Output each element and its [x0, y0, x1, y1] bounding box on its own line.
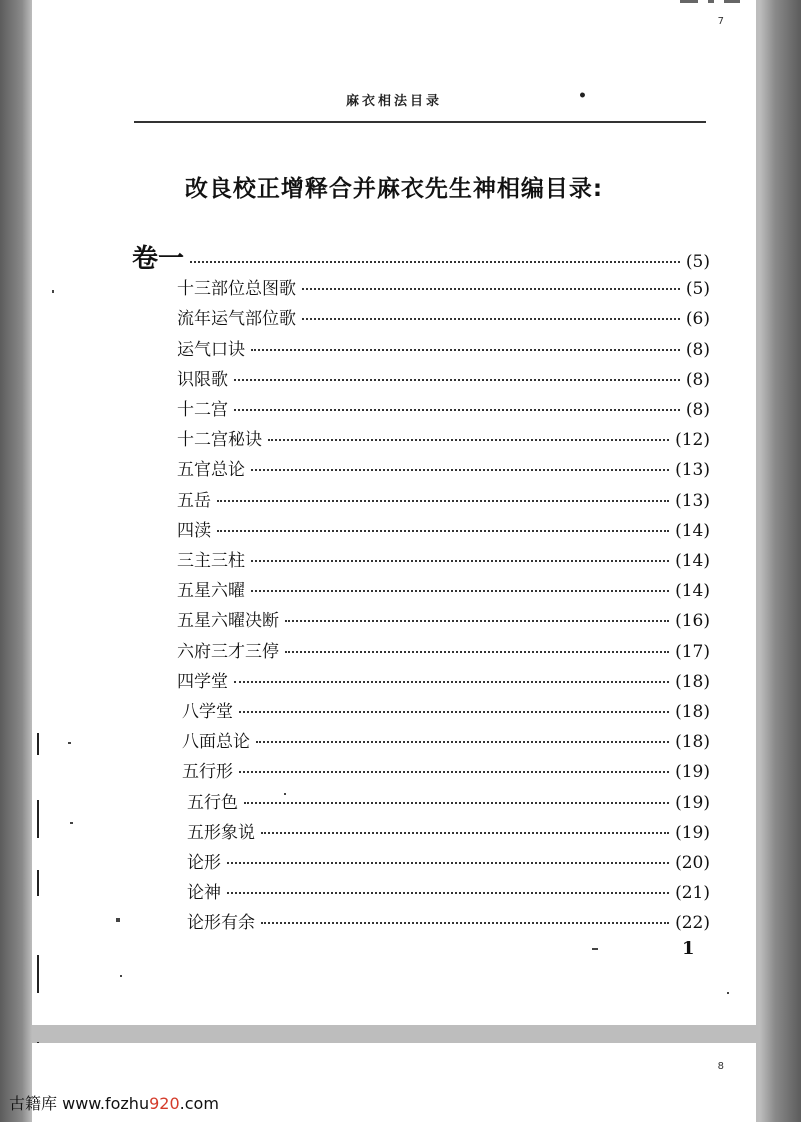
- toc-entry-page: (19): [675, 762, 710, 783]
- toc-entry: [177, 365, 710, 390]
- toc-entry-label: 五官总论: [177, 460, 245, 481]
- toc-dot-leader: [261, 832, 669, 834]
- toc-dot-leader: [234, 681, 669, 683]
- toc-dot-leader: [251, 590, 669, 592]
- toc-entry-label: 十二宫: [177, 400, 228, 420]
- folio-number: 1: [682, 938, 695, 959]
- table-of-contents: [32, 0, 756, 1025]
- toc-entry-page: (18): [675, 732, 710, 753]
- toc-volume-row: [132, 238, 710, 275]
- toc-entry: [187, 788, 710, 813]
- toc-entry-label: 三主三柱: [177, 551, 245, 571]
- toc-entry-page: (14): [675, 520, 710, 541]
- toc-entry-page: (18): [675, 671, 710, 692]
- toc-entry-page: (14): [675, 551, 710, 571]
- toc-entry-label: 五星六曜: [177, 581, 245, 602]
- toc-entry: [177, 395, 710, 420]
- toc-entry-label: 卷一: [132, 244, 185, 274]
- site-watermark: [9, 1091, 219, 1114]
- toc-entry-page: (22): [675, 913, 710, 934]
- toc-dot-leader: [302, 318, 680, 320]
- toc-dot-leader: [256, 741, 669, 743]
- toc-entry-page: (5): [685, 279, 710, 300]
- watermark-url-prefix: www.fozhu: [62, 1094, 150, 1113]
- document-page: [32, 0, 756, 1025]
- toc-dot-leader: [239, 771, 669, 773]
- scan-edge-mark: [37, 870, 39, 896]
- toc-entry-label: 识限歌: [177, 369, 228, 390]
- toc-entry-label: 论形有余: [187, 913, 255, 934]
- toc-entry-label: 八学堂: [182, 702, 233, 722]
- toc-entry-page: (5): [685, 252, 710, 272]
- toc-entry-page: (17): [675, 641, 710, 662]
- page-title: 改良校正增释合并麻衣先生神相编目录:: [184, 176, 604, 202]
- toc-entry-label: 论神: [187, 883, 221, 904]
- toc-entry: [187, 908, 710, 933]
- toc-entry-page: (19): [675, 792, 710, 813]
- toc-dot-leader: [251, 469, 669, 471]
- toc-entry: [177, 486, 710, 511]
- toc-entry-label: 五岳: [177, 490, 211, 511]
- toc-entry-label: 流年运气部位歌: [177, 309, 296, 330]
- toc-entry: [187, 848, 710, 873]
- toc-dot-leader: [261, 922, 669, 924]
- toc-entry-label: 五形象说: [187, 822, 255, 843]
- toc-entry-page: (14): [675, 581, 710, 602]
- toc-entry: [177, 606, 710, 631]
- toc-dot-leader: [227, 862, 669, 864]
- toc-dot-leader: [302, 288, 680, 290]
- running-head-text: 麻衣相法目录: [345, 94, 442, 109]
- toc-dot-leader: [217, 500, 669, 502]
- toc-entry-label: 运气口诀: [177, 339, 245, 360]
- toc-entry: [177, 667, 710, 692]
- toc-dot-leader: [239, 711, 669, 713]
- toc-entry-page: (13): [675, 490, 710, 511]
- toc-entry-label: 四渎: [177, 520, 211, 541]
- watermark-url-suffix: .com: [179, 1094, 219, 1113]
- toc-dot-leader: [234, 379, 680, 381]
- toc-entry-page: (8): [685, 369, 710, 390]
- toc-dot-leader: [234, 409, 680, 411]
- toc-entry-label: 六府三才三停: [177, 641, 279, 662]
- toc-dot-leader: [251, 560, 669, 562]
- toc-entry-page: (12): [675, 430, 710, 451]
- toc-dot-leader: [217, 530, 669, 532]
- toc-entry-label: 十二宫秘诀: [177, 430, 262, 451]
- toc-entry-page: (18): [675, 702, 710, 722]
- watermark-brand: 古籍库: [9, 1094, 58, 1113]
- toc-entry-page: (16): [675, 611, 710, 632]
- toc-entry: [177, 516, 710, 541]
- toc-entry-page: (6): [685, 309, 710, 330]
- toc-entry: [177, 425, 710, 450]
- toc-dot-leader: [227, 892, 669, 894]
- toc-entry-label: 论形: [187, 853, 221, 873]
- toc-entry-label: 八面总论: [182, 732, 250, 753]
- toc-entry: [177, 576, 710, 601]
- toc-entry: [177, 546, 710, 571]
- viewer-page-number: 7: [717, 16, 724, 27]
- toc-entry: [177, 335, 710, 360]
- toc-entry: [177, 274, 710, 299]
- toc-entry: [177, 455, 710, 480]
- toc-entry-label: 五行形: [182, 762, 233, 783]
- scan-edge-mark: [37, 800, 39, 838]
- running-head-bullet: •: [578, 88, 590, 104]
- toc-entry-label: 五星六曜决断: [177, 611, 279, 632]
- toc-entry: [187, 818, 710, 843]
- toc-dot-leader: [268, 439, 669, 441]
- toc-entry-page: (20): [675, 853, 710, 873]
- toc-dot-leader: [285, 651, 669, 653]
- toc-dot-leader: [251, 349, 680, 351]
- toc-entry-page: (13): [675, 460, 710, 481]
- toc-entry-page: (21): [675, 883, 710, 904]
- watermark-url-number: 920: [149, 1094, 180, 1113]
- toc-entry-label: 十三部位总图歌: [177, 279, 296, 300]
- scan-edge-mark: [37, 955, 39, 993]
- toc-entry-page: (19): [675, 822, 710, 843]
- toc-entry: [177, 304, 710, 329]
- toc-entry: [182, 757, 710, 782]
- toc-entry-label: 四学堂: [177, 671, 228, 692]
- toc-entry: [182, 697, 710, 722]
- toc-entry-page: (8): [685, 400, 710, 420]
- toc-entry: [187, 878, 710, 903]
- toc-dot-leader: [244, 802, 669, 804]
- viewer-page-number-next: 8: [717, 1061, 724, 1072]
- toc-entry-label: 五行色: [187, 792, 238, 813]
- toc-entry-page: (8): [685, 339, 710, 360]
- toc-dot-leader: [190, 261, 680, 263]
- toc-entry: [177, 637, 710, 662]
- toc-entry: [182, 727, 710, 752]
- toc-dot-leader: [285, 620, 669, 622]
- scan-edge-mark: [37, 733, 39, 755]
